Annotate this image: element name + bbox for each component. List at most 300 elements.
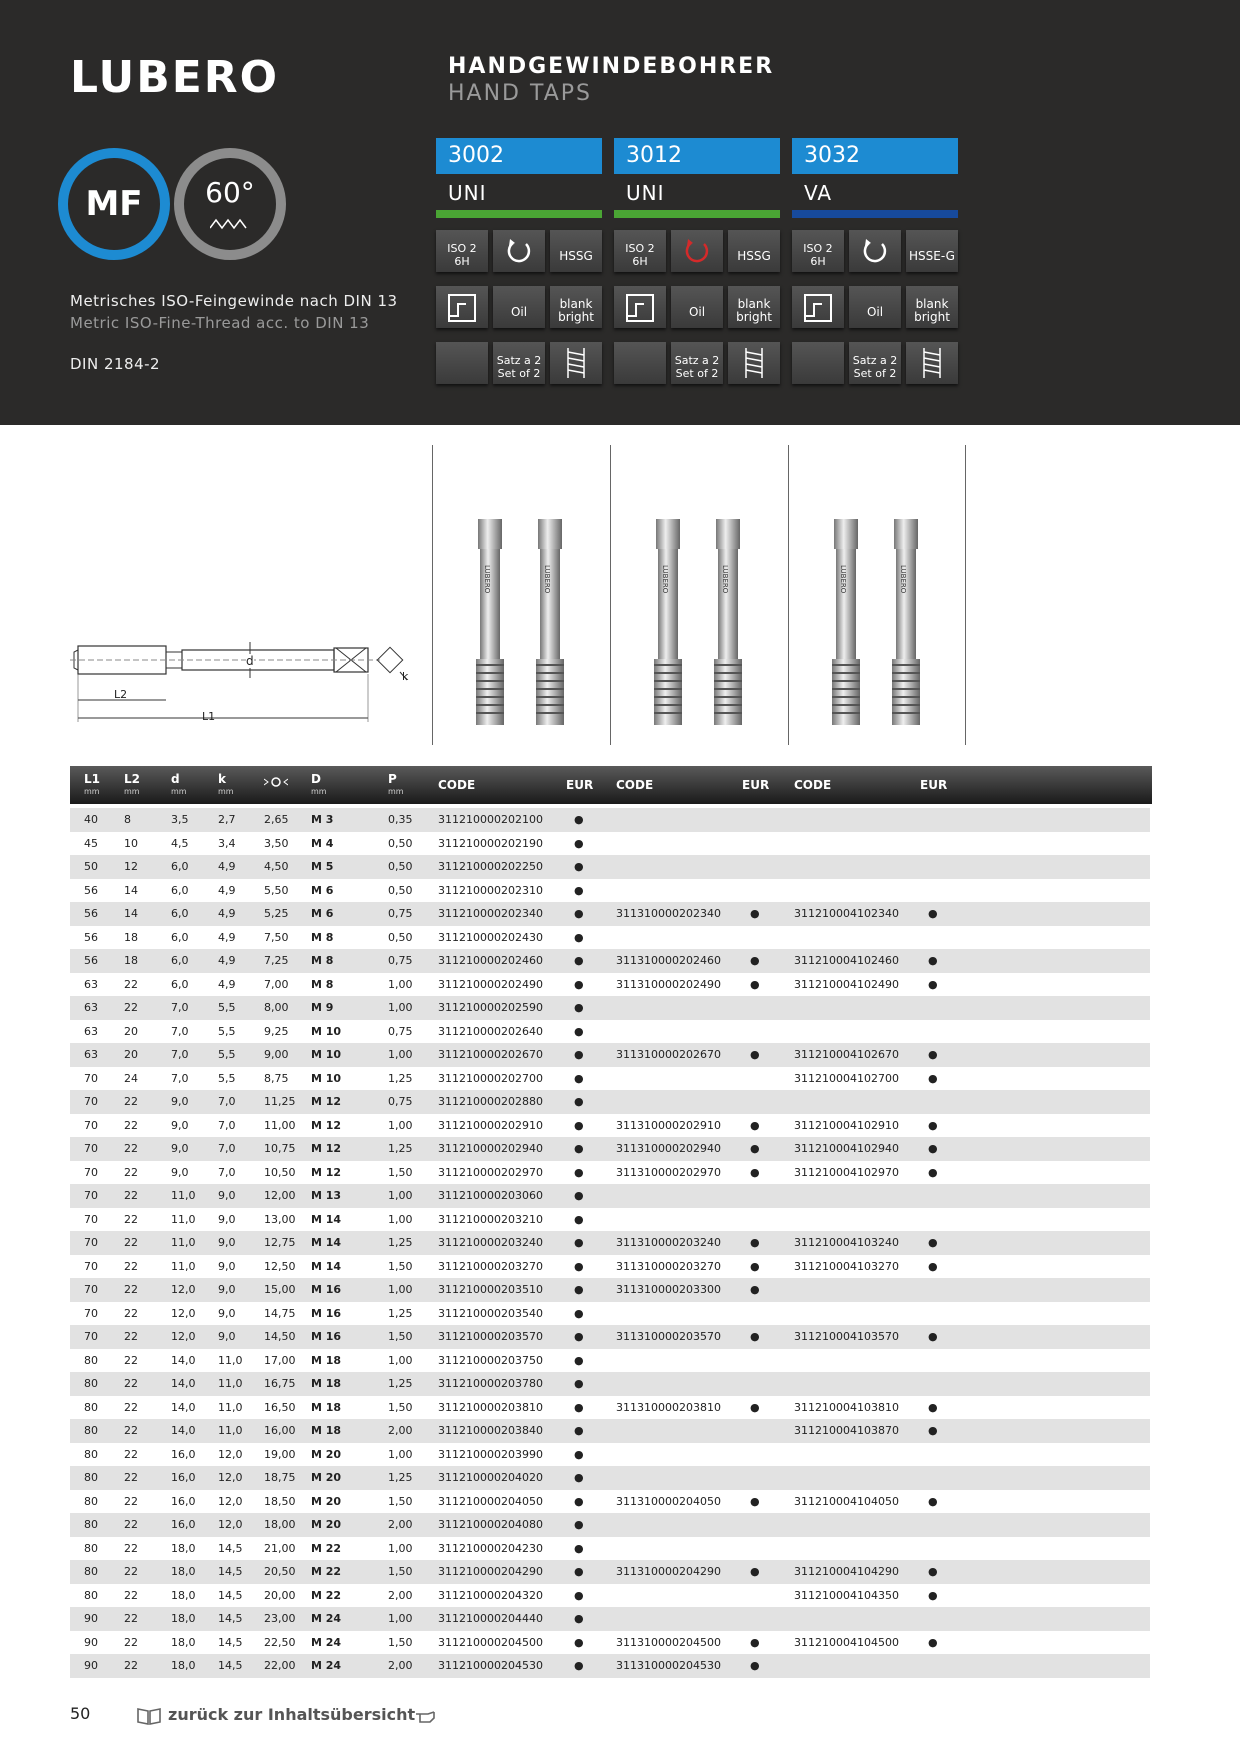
col-l1: L1 mm (84, 772, 100, 796)
cell-code-3012: 311310000204530 (616, 1659, 721, 1672)
table-row (70, 1161, 1150, 1185)
cell-code-3002: 311210000202250 (438, 860, 543, 873)
cell-d: 6,0 (171, 954, 189, 967)
cell-code-3002: 311210000203750 (438, 1353, 543, 1367)
cell-pitch: 1,00 (388, 977, 413, 991)
cell-l1: 90 (84, 1635, 98, 1649)
cell-code-3012: 311310000202490 (616, 977, 721, 991)
cell-core-drill: 20,00 (264, 1588, 296, 1602)
cell-l2: 10 (124, 836, 138, 850)
book-icon[interactable] (136, 1706, 162, 1726)
table-row (70, 1396, 1150, 1420)
table-row (70, 996, 1150, 1020)
dimension-l1: L1 (202, 710, 216, 723)
coolant-icon: Oil (849, 286, 901, 328)
cell-pitch: 1,50 (388, 1494, 413, 1508)
cell-code-3002: 311210000202880 (438, 1095, 543, 1108)
cell-l1: 80 (84, 1494, 98, 1508)
product-category: VA (804, 181, 833, 205)
cell-d: 14,0 (171, 1400, 196, 1414)
col-eur-3002: EUR (566, 778, 594, 792)
cell-l2: 22 (124, 1236, 138, 1249)
cell-pitch: 1,00 (388, 1118, 413, 1132)
cell-code-3032: 311210004104350 (794, 1588, 899, 1602)
cell-pitch: 0,75 (388, 1024, 413, 1038)
cell-avail-3012: ● (750, 1259, 760, 1273)
cell-k: 9,0 (218, 1283, 236, 1296)
form-icon (614, 286, 666, 328)
col-eur-3012: EUR (742, 778, 770, 792)
cell-pitch: 1,50 (388, 1165, 413, 1179)
cell-l1: 80 (84, 1541, 98, 1555)
table-header (70, 766, 1152, 804)
cell-avail-3002: ● (574, 1659, 584, 1672)
cell-code-3012: 311310000202940 (616, 1142, 721, 1155)
cell-pitch: 1,00 (388, 1283, 413, 1296)
table-row (70, 832, 1150, 856)
cell-l1: 63 (84, 1024, 98, 1038)
cell-code-3032: 311210004102670 (794, 1048, 899, 1061)
cell-l2: 20 (124, 1048, 138, 1061)
cell-code-3002: 311210000203570 (438, 1330, 543, 1343)
cell-d: 18,0 (171, 1659, 196, 1672)
dimension-d: d (246, 654, 254, 668)
table-row (70, 879, 1150, 903)
cell-d: 14,0 (171, 1377, 196, 1390)
cell-avail-3012: ● (750, 1118, 760, 1132)
cell-pitch: 1,00 (388, 1541, 413, 1555)
cell-code-3012: 311310000203570 (616, 1330, 721, 1343)
cell-core-drill: 12,50 (264, 1259, 296, 1273)
cell-core-drill: 17,00 (264, 1353, 296, 1367)
cell-code-3012: 311310000203240 (616, 1236, 721, 1249)
thread-icon (550, 342, 602, 384)
cell-code-3032: 311210004104500 (794, 1635, 899, 1649)
tap-engraving: LUBERO (543, 565, 551, 594)
cell-pitch: 1,00 (388, 1447, 413, 1461)
cell-avail-3032: ● (928, 954, 938, 967)
category-bar (792, 210, 958, 218)
form-icon (436, 286, 488, 328)
cell-d: 7,0 (171, 1024, 189, 1038)
blank-icon (436, 342, 488, 384)
cell-thread: M 18 (311, 1353, 342, 1367)
cell-avail-3012: ● (750, 954, 760, 967)
cell-code-3002: 311210000203270 (438, 1259, 543, 1273)
cell-k: 7,0 (218, 1095, 236, 1108)
cell-avail-3032: ● (928, 1565, 938, 1578)
product-number: 3002 (436, 138, 602, 174)
cell-core-drill: 18,00 (264, 1518, 296, 1531)
description-de: Metrisches ISO-Feingewinde nach DIN 13 (70, 292, 398, 310)
cell-thread: M 13 (311, 1189, 342, 1202)
cell-code-3002: 311210000203060 (438, 1189, 543, 1202)
cell-l1: 70 (84, 1118, 98, 1132)
cell-avail-3002: ● (574, 1118, 584, 1132)
table-row (70, 1020, 1150, 1044)
back-to-contents-link[interactable]: zurück zur Inhaltsübersicht (168, 1705, 416, 1724)
cell-thread: M 14 (311, 1212, 342, 1226)
table-row (70, 1255, 1150, 1279)
cell-thread: M 16 (311, 1330, 342, 1343)
cell-avail-3002: ● (574, 1353, 584, 1367)
product-3032 (792, 138, 958, 396)
cell-avail-3032: ● (928, 907, 938, 920)
table-row (70, 1349, 1150, 1373)
cell-code-3002: 311210000203240 (438, 1236, 543, 1249)
cell-core-drill: 18,75 (264, 1471, 296, 1484)
spiral-point-icon (671, 230, 723, 272)
cell-core-drill: 12,75 (264, 1236, 296, 1249)
cell-l1: 70 (84, 1330, 98, 1343)
cell-code-3002: 311210000203510 (438, 1283, 543, 1296)
cell-code-3002: 311210000204440 (438, 1612, 543, 1625)
cell-l1: 80 (84, 1400, 98, 1414)
tolerance-icon: ISO 2 6H (792, 230, 844, 272)
cell-l2: 22 (124, 1588, 138, 1602)
cell-core-drill: 5,50 (264, 883, 289, 897)
col-D: D mm (311, 772, 327, 796)
cell-k: 2,7 (218, 813, 236, 826)
cell-avail-3002: ● (574, 860, 584, 873)
cell-l2: 22 (124, 1001, 138, 1014)
cell-avail-3012: ● (750, 1635, 760, 1649)
cell-pitch: 1,25 (388, 1236, 413, 1249)
col-k: k mm (218, 772, 234, 796)
cell-code-3002: 311210000204050 (438, 1494, 543, 1508)
table-row (70, 855, 1150, 879)
cell-avail-3002: ● (574, 1283, 584, 1296)
cell-core-drill: 14,75 (264, 1306, 296, 1320)
cell-l1: 80 (84, 1565, 98, 1578)
cell-avail-3002: ● (574, 1447, 584, 1461)
cell-d: 9,0 (171, 1118, 189, 1132)
description-en: Metric ISO-Fine-Thread acc. to DIN 13 (70, 314, 370, 332)
cell-avail-3002: ● (574, 883, 584, 897)
cell-thread: M 24 (311, 1612, 342, 1625)
cell-d: 11,0 (171, 1212, 196, 1226)
cell-thread: M 18 (311, 1377, 342, 1390)
cell-l1: 40 (84, 813, 98, 826)
badge-mf: MF (58, 148, 170, 260)
cell-pitch: 1,25 (388, 1142, 413, 1155)
cell-d: 18,0 (171, 1565, 196, 1578)
cell-avail-3002: ● (574, 1212, 584, 1226)
cell-l2: 22 (124, 977, 138, 991)
cell-pitch: 1,50 (388, 1565, 413, 1578)
tap-set-3002 (470, 515, 580, 734)
cell-thread: M 6 (311, 883, 334, 897)
product-number: 3012 (614, 138, 780, 174)
cell-k: 9,0 (218, 1189, 236, 1202)
cell-l2: 14 (124, 907, 138, 920)
photo-divider (610, 445, 611, 745)
cell-code-3002: 311210000204080 (438, 1518, 543, 1531)
photo-divider (432, 445, 433, 745)
cell-thread: M 20 (311, 1447, 342, 1461)
logo: LUBERO (70, 52, 279, 103)
table-row (70, 1208, 1150, 1232)
cell-thread: M 22 (311, 1565, 342, 1578)
cell-avail-3002: ● (574, 1400, 584, 1414)
cell-pitch: 0,50 (388, 883, 413, 897)
cell-avail-3002: ● (574, 1424, 584, 1437)
thread-icon (906, 342, 958, 384)
cell-code-3012: 311310000202670 (616, 1048, 721, 1061)
cell-d: 7,0 (171, 1048, 189, 1061)
cell-l1: 70 (84, 1189, 98, 1202)
cell-l1: 80 (84, 1518, 98, 1531)
cell-code-3012: 311310000204290 (616, 1565, 721, 1578)
cell-avail-3002: ● (574, 813, 584, 826)
material-icon: HSSG (728, 230, 780, 272)
tap-engraving: LUBERO (661, 565, 669, 594)
cell-core-drill: 18,50 (264, 1494, 296, 1508)
coolant-icon: Oil (671, 286, 723, 328)
cell-avail-3032: ● (928, 1635, 938, 1649)
cell-l2: 22 (124, 1259, 138, 1273)
cell-pitch: 0,75 (388, 954, 413, 967)
cell-code-3002: 311210000202430 (438, 930, 543, 944)
table-row (70, 1607, 1150, 1631)
tolerance-icon: ISO 2 6H (614, 230, 666, 272)
cell-code-3002: 311210000202340 (438, 907, 543, 920)
cell-avail-3002: ● (574, 1518, 584, 1531)
cell-avail-3012: ● (750, 977, 760, 991)
table-row (70, 926, 1150, 950)
cell-code-3012: 311310000203810 (616, 1400, 721, 1414)
din-standard: DIN 2184-2 (70, 355, 161, 373)
cell-avail-3002: ● (574, 907, 584, 920)
cell-k: 5,5 (218, 1048, 236, 1061)
cell-pitch: 1,25 (388, 1306, 413, 1320)
cell-thread: M 8 (311, 930, 334, 944)
cell-l1: 56 (84, 907, 98, 920)
surface-icon: blank bright (550, 286, 602, 328)
cell-code-3002: 311210000202700 (438, 1071, 543, 1085)
cell-avail-3032: ● (928, 1071, 938, 1085)
cell-code-3012: 311310000204500 (616, 1635, 721, 1649)
cell-d: 18,0 (171, 1588, 196, 1602)
cell-avail-3032: ● (928, 1142, 938, 1155)
cell-core-drill: 16,75 (264, 1377, 296, 1390)
cell-l2: 22 (124, 1494, 138, 1508)
cell-k: 9,0 (218, 1330, 236, 1343)
set-icon: Satz a 2 Set of 2 (671, 342, 723, 384)
cell-l1: 70 (84, 1212, 98, 1226)
category-bar (436, 210, 602, 218)
cell-code-3032: 311210004103570 (794, 1330, 899, 1343)
cell-avail-3002: ● (574, 1330, 584, 1343)
badge-thread-angle: 60° (174, 148, 286, 260)
cell-l2: 22 (124, 1306, 138, 1320)
col-code-3032: CODE (794, 778, 832, 792)
cell-d: 11,0 (171, 1189, 196, 1202)
cell-code-3032: 311210004103870 (794, 1424, 899, 1437)
cell-avail-3002: ● (574, 1612, 584, 1625)
cell-core-drill: 3,50 (264, 836, 289, 850)
cell-k: 9,0 (218, 1306, 236, 1320)
cell-k: 14,5 (218, 1635, 243, 1649)
product-3012 (614, 138, 780, 396)
cell-code-3032: 311210004104290 (794, 1565, 899, 1578)
cell-core-drill: 23,00 (264, 1612, 296, 1625)
cell-k: 9,0 (218, 1212, 236, 1226)
cell-thread: M 12 (311, 1165, 342, 1179)
cell-thread: M 5 (311, 860, 334, 873)
cell-pitch: 1,50 (388, 1400, 413, 1414)
cell-code-3032: 311210004102490 (794, 977, 899, 991)
cell-d: 6,0 (171, 860, 189, 873)
cell-d: 9,0 (171, 1165, 189, 1179)
tap-engraving: LUBERO (899, 565, 907, 594)
cell-thread: M 20 (311, 1518, 342, 1531)
product-3002 (436, 138, 602, 396)
cell-code-3002: 311210000204290 (438, 1565, 543, 1578)
cell-l1: 70 (84, 1142, 98, 1155)
cell-l1: 70 (84, 1283, 98, 1296)
cell-k: 11,0 (218, 1424, 243, 1437)
cell-k: 12,0 (218, 1471, 243, 1484)
cell-l1: 90 (84, 1612, 98, 1625)
cell-core-drill: 9,25 (264, 1024, 289, 1038)
cell-avail-3002: ● (574, 1494, 584, 1508)
cell-avail-3002: ● (574, 1165, 584, 1179)
cell-core-drill: 12,00 (264, 1189, 296, 1202)
cell-pitch: 1,25 (388, 1377, 413, 1390)
cell-thread: M 18 (311, 1424, 342, 1437)
table-row (70, 949, 1150, 973)
cell-avail-3012: ● (750, 1048, 760, 1061)
cell-code-3002: 311210000203210 (438, 1212, 543, 1226)
cell-k: 9,0 (218, 1259, 236, 1273)
cell-code-3002: 311210000202940 (438, 1142, 543, 1155)
cell-pitch: 1,00 (388, 1048, 413, 1061)
cell-d: 11,0 (171, 1259, 196, 1273)
cell-l1: 80 (84, 1588, 98, 1602)
col-code-3012: CODE (616, 778, 654, 792)
product-number: 3032 (792, 138, 958, 174)
cell-core-drill: 8,00 (264, 1001, 289, 1014)
pointing-hand-icon[interactable] (414, 1704, 438, 1726)
cell-k: 11,0 (218, 1400, 243, 1414)
cell-core-drill: 21,00 (264, 1541, 296, 1555)
cell-l2: 22 (124, 1635, 138, 1649)
cell-k: 4,9 (218, 860, 236, 873)
table-row (70, 1137, 1150, 1161)
cell-pitch: 1,50 (388, 1330, 413, 1343)
cell-pitch: 1,50 (388, 1635, 413, 1649)
cell-avail-3002: ● (574, 954, 584, 967)
cell-code-3032: 311210004103240 (794, 1236, 899, 1249)
table-row (70, 1067, 1150, 1091)
cell-avail-3002: ● (574, 1189, 584, 1202)
col-eur-3032: EUR (920, 778, 948, 792)
cell-k: 12,0 (218, 1447, 243, 1461)
cell-k: 4,9 (218, 907, 236, 920)
cell-code-3002: 311210000202590 (438, 1001, 543, 1014)
cell-l2: 22 (124, 1353, 138, 1367)
cell-avail-3012: ● (750, 1400, 760, 1414)
square-drive-drawing (374, 646, 414, 686)
cell-code-3002: 311210000203990 (438, 1447, 543, 1461)
cell-core-drill: 9,00 (264, 1048, 289, 1061)
header-band (0, 0, 1240, 425)
cell-core-drill: 20,50 (264, 1565, 296, 1578)
cell-avail-3032: ● (928, 1330, 938, 1343)
page-title-de: HANDGEWINDEBOHRER (448, 54, 775, 79)
coolant-icon: Oil (493, 286, 545, 328)
cell-k: 11,0 (218, 1377, 243, 1390)
cell-core-drill: 4,50 (264, 860, 289, 873)
cell-avail-3002: ● (574, 1259, 584, 1273)
col-core-drill (264, 776, 288, 791)
cell-k: 14,5 (218, 1541, 243, 1555)
cell-k: 5,5 (218, 1001, 236, 1014)
cell-avail-3012: ● (750, 1165, 760, 1179)
cell-d: 6,0 (171, 883, 189, 897)
cell-l1: 56 (84, 883, 98, 897)
cell-l2: 22 (124, 1612, 138, 1625)
cell-code-3002: 311210000202910 (438, 1118, 543, 1132)
table-row (70, 1513, 1150, 1537)
cell-l2: 22 (124, 1518, 138, 1531)
cell-code-3002: 311210000204500 (438, 1635, 543, 1649)
cell-k: 3,4 (218, 836, 236, 850)
product-category: UNI (448, 181, 487, 205)
cell-thread: M 14 (311, 1236, 342, 1249)
cell-thread: M 14 (311, 1259, 342, 1273)
cell-avail-3002: ● (574, 1142, 584, 1155)
cell-d: 16,0 (171, 1471, 196, 1484)
cell-k: 4,9 (218, 930, 236, 944)
cell-avail-3032: ● (928, 1236, 938, 1249)
price-table (70, 808, 1150, 1678)
cell-pitch: 1,25 (388, 1471, 413, 1484)
cell-thread: M 12 (311, 1142, 342, 1155)
tolerance-icon: ISO 2 6H (436, 230, 488, 272)
cell-d: 4,5 (171, 836, 189, 850)
cell-avail-3002: ● (574, 1095, 584, 1108)
cell-avail-3002: ● (574, 1565, 584, 1578)
material-icon: HSSG (550, 230, 602, 272)
cell-k: 4,9 (218, 954, 236, 967)
cell-code-3032: 311210004104050 (794, 1494, 899, 1508)
cell-l2: 22 (124, 1095, 138, 1108)
cell-l2: 12 (124, 860, 138, 873)
cell-k: 4,9 (218, 977, 236, 991)
cell-d: 9,0 (171, 1142, 189, 1155)
cell-code-3012: 311310000203270 (616, 1259, 721, 1273)
cell-d: 18,0 (171, 1541, 196, 1555)
table-row (70, 1372, 1150, 1396)
cell-d: 6,0 (171, 907, 189, 920)
cell-avail-3032: ● (928, 1048, 938, 1061)
cell-thread: M 10 (311, 1024, 342, 1038)
cell-pitch: 2,00 (388, 1659, 413, 1672)
cell-l2: 22 (124, 1541, 138, 1555)
cell-avail-3012: ● (750, 1142, 760, 1155)
blank-icon (614, 342, 666, 384)
cell-pitch: 0,50 (388, 836, 413, 850)
cell-code-3002: 311210000202970 (438, 1165, 543, 1179)
table-row (70, 902, 1150, 926)
cell-code-3012: 311310000202460 (616, 954, 721, 967)
cell-l2: 24 (124, 1071, 138, 1085)
cell-code-3002: 311210000202490 (438, 977, 543, 991)
right-hand-rotation-icon (493, 230, 545, 272)
cell-k: 12,0 (218, 1518, 243, 1531)
